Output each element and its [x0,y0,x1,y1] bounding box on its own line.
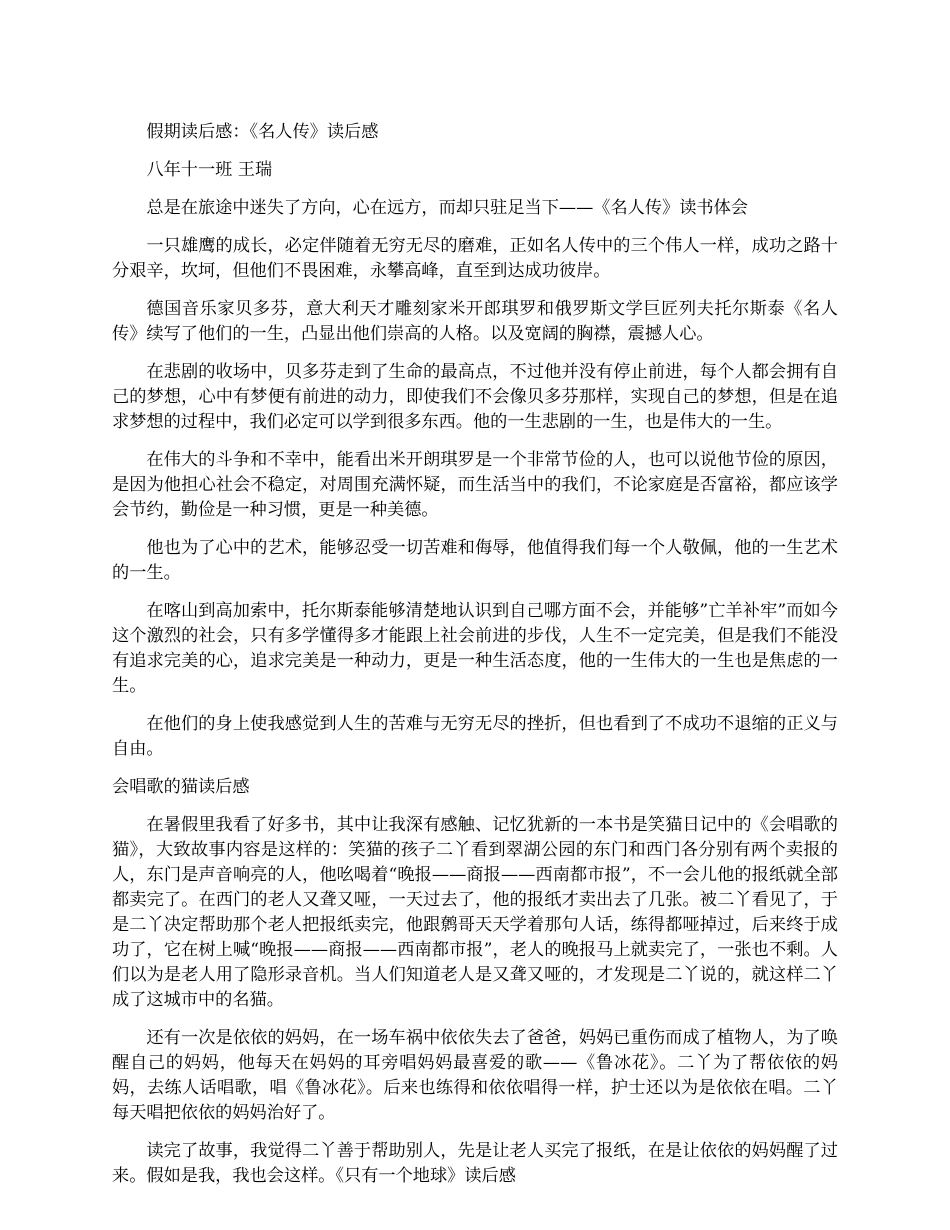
paragraph-3: 在悲剧的收场中，贝多芬走到了生命的最高点，不过他并没有停止前进，每个人都会拥有自己的梦想，心中有梦便有前进的动力，即使我们不会像贝多芬那样，实现自己的梦想，但是在追求梦想的过程中，我们必定可以学到很多东西。他的一生悲剧的一生，也是伟大的一生。 [112,362,838,432]
paragraph-1: 一只雄鹰的成长，必定伴随着无穷无尽的磨难，正如名人传中的三个伟人一样，成功之路十分艰辛，坎坷，但他们不畏困难，永攀高峰，直至到达成功彼岸。 [112,236,838,281]
paragraph-10: 读完了故事，我觉得二丫善于帮助别人，先是让老人买完了报纸，在是让依依的妈妈醒了过来。假如是我，我也会这样。《只有一个地球》读后感 [112,1141,838,1186]
paragraph-5: 他也为了心中的艺术，能够忍受一切苦难和侮辱，他值得我们每一个人敬佩，他的一生艺术的一生。 [112,538,838,583]
author-line: 八年十一班 王瑞 [146,160,273,180]
paragraph-4: 在伟大的斗争和不幸中，能看出米开朗琪罗是一个非常节俭的人，也可以说他节俭的原因，是因为他担心社会不稳定，对周围充满怀疑，而生活当中的我们，不论家庭是否富裕，都应该学会节约，勤俭是一种习惯，更是一种美德。 [112,450,838,520]
paragraph-2: 德国音乐家贝多芬，意大利天才雕刻家米开郎琪罗和俄罗斯文学巨匠列夫托尔斯泰《名人传》续写了他们的一生，凸显出他们崇高的人格。以及宽阔的胸襟，震撼人心。 [112,299,838,344]
essay-title: 假期读后感：《名人传》读后感 [146,122,379,142]
paragraph-6: 在喀山到高加索中，托尔斯泰能够清楚地认识到自己哪方面不会，并能够”亡羊补牢”而如今这个激烈的社会，只有多学懂得多才能跟上社会前进的步伐，人生不一定完美，但是我们不能没有追求完美的心，追求完美是一种动力，更是一种生活态度，他的一生伟大的一生也是焦虑的一生。 [112,601,838,696]
essay-subtitle: 总是在旅途中迷失了方向，心在远方，而却只驻足当下——《名人传》读书体会 [146,198,748,218]
section-title-2: 会唱歌的猫读后感 [112,777,250,797]
paragraph-9: 还有一次是依依的妈妈，在一场车祸中依依失去了爸爸，妈妈已重伤而成了植物人，为了唤醒自己的妈妈，他每天在妈妈的耳旁唱妈妈最喜爱的歌——《鲁冰花》。二丫为了帮依依的妈妈，去练人话唱歌，唱《鲁冰花》。后来也练得和依依唱得一样，护士还以为是依依在唱。二丫每天唱把依依的妈妈治好了。 [112,1028,838,1123]
paragraph-8: 在暑假里我看了好多书，其中让我深有感触、记忆犹新的一本书是笑猫日记中的《会唱歌的猫》，大致故事内容是这样的：笑猫的孩子二丫看到翠湖公园的东门和西门各分别有两个卖报的人，东门是声音响亮的人，他吆喝着“晚报——商报——西南都市报”，不一会儿他的报纸就全部都卖完了。在西门的老人又聋又哑，一天过去了，他的报纸才卖出去了几张。被二丫看见了，于是二丫决定帮助那个老人把报纸卖完，他跟鹩哥天天学着那句人话，练得都哑掉过，后来终于成功了，它在树上喊“晚报——商报——西南都市报”，老人的晚报马上就卖完了，一张也不剩。人们以为是老人用了隐形录音机。当人们知道老人是又聋又哑的，才发现是二丫说的，就这样二丫成了这城市中的名猫。 [112,815,838,1010]
paragraph-7: 在他们的身上使我感觉到人生的苦难与无穷无尽的挫折，但也看到了不成功不退缩的正义与自由。 [112,714,838,759]
